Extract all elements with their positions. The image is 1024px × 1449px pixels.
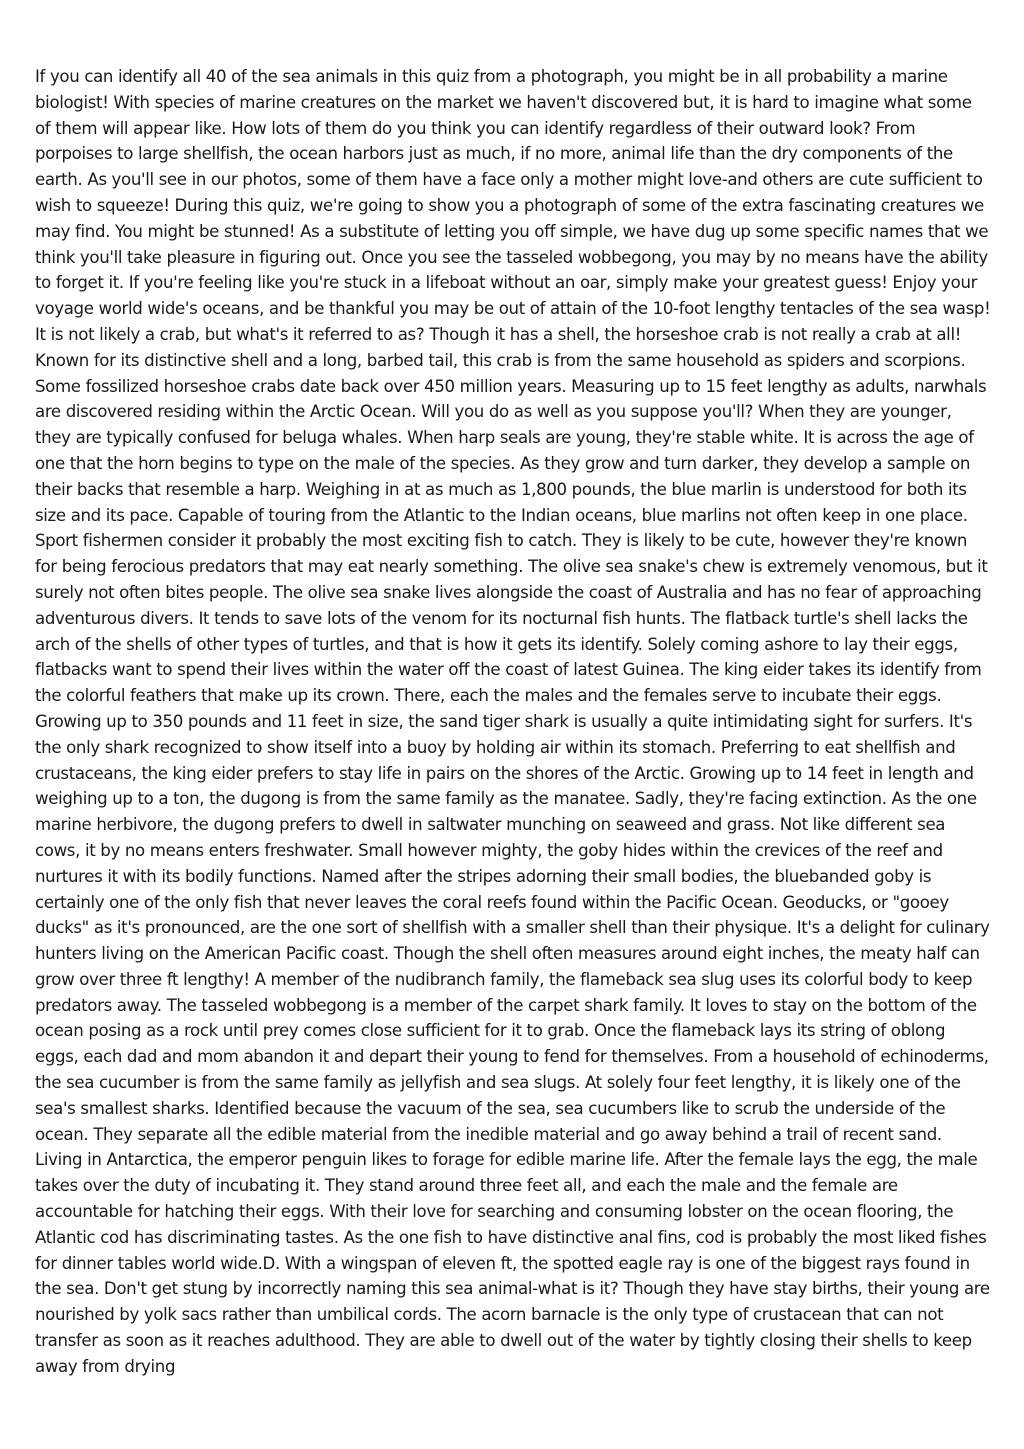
body-paragraph: If you can identify all 40 of the sea animals in this quiz from a photograph, you might be in all probability a marine biologist! With species of marine creatures on the market we haven't discovered but, it is hard to imagine what some of them will appear like. How lots of them do you think you can identify regardless of their outward look? From porpoises to large shellfish, the ocean harbors just as much, if no more, animal life than the dry components of the earth. As you'll see in our photos, some of them have a face only a mother might love-and others are cute sufficient to wish to squeeze! During this quiz, we're going to show you a photograph of some of the extra fascinating creatures we may find. You might be stunned! As a substitute of letting you off simple, we have dug up some specific names that we think you'll take pleasure in figuring out. Once you see the tasseled wobbegong, you may by no means have the ability to forget it. If you're feeling like you're stuck in a lifeboat without an oar, simply make your greatest guess! Enjoy your voyage world wide's oceans, and be thankful you may be out of attain of the 10-foot lengthy tentacles of the sea wasp! It is not likely a crab, but what's it referred to as? Though it has a shell, the horseshoe crab is not really a crab at all! Known for its distinctive shell and a long, barbed tail, this crab is from the same household as spiders and scorpions. Some fossilized horseshoe crabs date back over 450 million years. Measuring up to 15 feet lengthy as adults, narwhals are discovered residing within the Arctic Ocean. Will you do as well as you suppose you'll? When they are younger, they are typically confused for beluga whales. When harp seals are young, they're stable white. It is across the age of one that the horn begins to type on the male of the species. As they grow and turn darker, they develop a sample on their backs that resemble a harp. Weighing in at as much as 1,800 pounds, the blue marlin is understood for both its size and its pace. Capable of touring from the Atlantic to the Indian oceans, blue marlins not often keep in one place. Sport fishermen consider it probably the most exciting fish to catch. They is likely to be cute, however they're known for being ferocious predators that may eat nearly something. The olive sea snake's chew is extremely venomous, but it surely not often bites people. The olive sea snake lives alongside the coast of Australia and has no fear of approaching adventurous divers. It tends to save lots of the venom for its nocturnal fish hunts. The flatback turtle's shell lacks the arch of the shells of other types of turtles, and that is how it gets its identify. Solely coming ashore to lay their eggs, flatbacks want to spend their lives within the water off the coast of latest Guinea. The king eider takes its identify from the colorful feathers that make up its crown. There, each the males and the females serve to incubate their eggs. Growing up to 350 pounds and 11 feet in size, the sand tiger shark is usually a quite intimidating sight for surfers. It's the only shark recognized to show itself into a buoy by holding air within its stomach. Preferring to eat shellfish and crustaceans, the king eider prefers to stay life in pairs on the shores of the Arctic. Growing up to 14 feet in length and weighing up to a ton, the dugong is from the same family as the manatee. Sadly, they're facing extinction. As the one marine herbivore, the dugong prefers to dwell in saltwater munching on seaweed and grass. Not like different sea cows, it by no means enters freshwater. Small however mighty, the goby hides within the crevices of the reef and nurtures it with its bodily functions. Named after the stripes adorning their small bodies, the bluebanded goby is certainly one of the only fish that never leaves the coral reefs found within the Pacific Ocean. Geoducks, or "gooey ducks" as it's pronounced, are the one sort of shellfish with a smaller shell than their physique. It's a delight for culinary hunters living on the American Pacific coast. Though the shell often measures around eight inches, the meaty half can grow over three ft lengthy! A member of the nudibranch family, the flameback sea slug uses its colorful body to keep predators away. The tasseled wobbegong is a member of the carpet shark family. It loves to stay on the bottom of the ocean posing as a rock until prey comes close sufficient for it to grab. Once the flameback lays its string of oblong eggs, each dad and mom abandon it and depart their young to fend for themselves. From a household of echinoderms, the sea cucumber is from the same family as jellyfish and sea slugs. At solely four feet lengthy, it is likely one of the sea's smallest sharks. Identified because the vacuum of the sea, sea cucumbers like to scrub the underside of the ocean. They separate all the edible material from the inedible material and go away behind a trail of recent sand. Living in Antarctica, the emperor penguin likes to forage for edible marine life. After the female lays the egg, the male takes over the duty of incubating it. They stand around three feet all, and each the male and the female are accountable for hatching their eggs. With their love for searching and consuming lobster on the ocean flooring, the Atlantic cod has discriminating tastes. As the one fish to have distinctive anal fins, cod is probably the most liked fishes for dinner tables world wide.D. With a wingspan of eleven ft, the spotted eagle ray is one of the biggest rays found in the sea. Don't get stung by incorrectly naming this sea animal-what is it? Though they have stay births, their young are nourished by yolk sacs rather than umbilical cords. The acorn barnacle is the only type of crustacean that can not transfer as soon as it reaches adulthood. They are able to dwell out of the water by tightly closing their shells to keep away from drying <box>35 67 991 1376</box>
document-page <box>35 64 991 1439</box>
